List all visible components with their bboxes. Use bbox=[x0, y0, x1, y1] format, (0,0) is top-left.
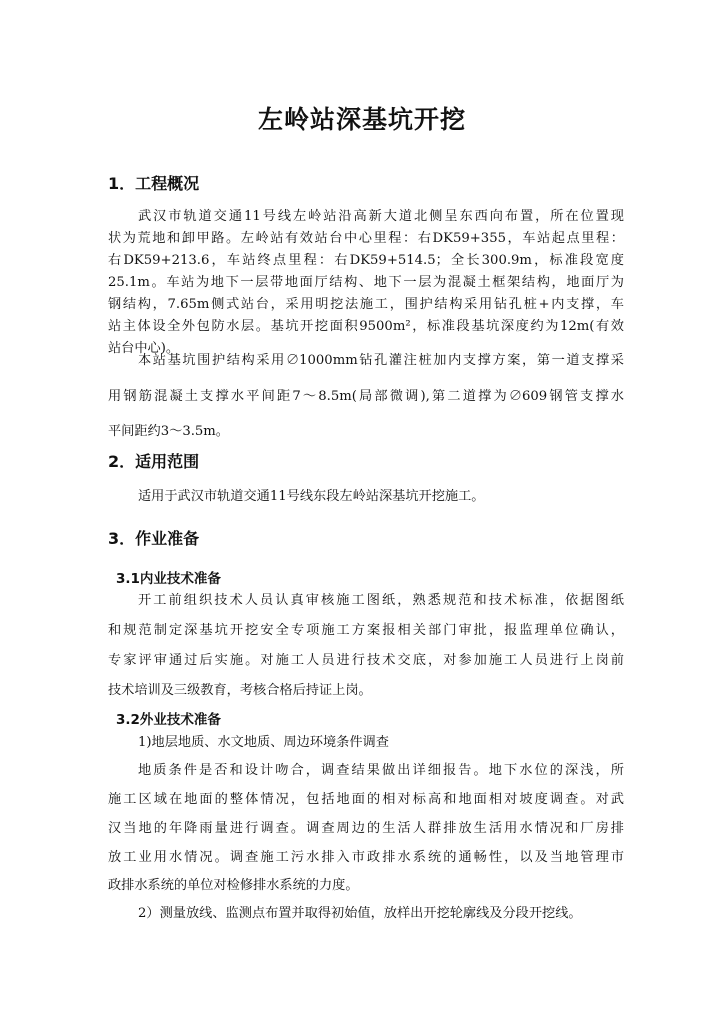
list-item: 2）测量放线、监测点布置并取得初始值，放样出开挖轮廓线及分段开挖线。 bbox=[138, 906, 582, 921]
paragraph-line: 右DK59+213.6，车站终点里程：右DK59+514.5；全长300.9m，标准段宽度 bbox=[108, 253, 624, 268]
paragraph-line: 技术培训及三级教育，考核合格后持证上岗。 bbox=[108, 683, 372, 698]
paragraph-line: 站主体设全外包防水层。基坑开挖面积9500m²，标准段基坑深度约为12m(有效 bbox=[108, 319, 624, 334]
list-item: 1)地层地质、水文地质、周边环境条件调查 bbox=[138, 735, 389, 750]
paragraph-line: 用钢筋混凝土支撑水平间距7～8.5m(局部微调),第二道撑为∅609钢管支撑水 bbox=[108, 389, 624, 404]
paragraph-line: 平间距约3～3.5m。 bbox=[108, 424, 229, 439]
paragraph-line: 地质条件是否和设计吻合，调查结果做出详细报告。地下水位的深浅，所 bbox=[138, 763, 624, 778]
paragraph-line: 本站基坑围护结构采用∅1000mm钻孔灌注桩加内支撑方案，第一道支撑采 bbox=[138, 353, 624, 368]
paragraph-line: 站台中心)。 bbox=[108, 341, 180, 356]
subsection-3-2-heading: 3.2外业技术准备 bbox=[116, 712, 221, 728]
paragraph-line: 和规范制定深基坑开挖安全专项施工方案报相关部门审批，报监理单位确认， bbox=[108, 623, 624, 638]
paragraph-line: 武汉市轨道交通11号线左岭站沿高新大道北侧呈东西向布置，所在位置现 bbox=[138, 209, 624, 224]
section-2-heading: 2．适用范围 bbox=[108, 452, 200, 471]
paragraph-line: 钢结构，7.65m侧式站台，采用明挖法施工，围护结构采用钻孔桩+内支撑，车 bbox=[108, 297, 624, 312]
paragraph-line: 适用于武汉市轨道交通11号线东段左岭站深基坑开挖施工。 bbox=[138, 489, 485, 504]
paragraph-line: 政排水系统的单位对检修排水系统的力度。 bbox=[108, 878, 359, 893]
subsection-3-1-heading: 3.1内业技术准备 bbox=[116, 571, 221, 587]
paragraph-line: 状为荒地和卸甲路。左岭站有效站台中心里程：右DK59+355，车站起点里程： bbox=[108, 231, 624, 246]
section-3-heading: 3．作业准备 bbox=[108, 529, 200, 548]
section-1-heading: 1．工程概况 bbox=[108, 174, 200, 193]
paragraph-line: 汉当地的年降雨量进行调查。调查周边的生活人群排放生活用水情况和厂房排 bbox=[108, 821, 624, 836]
paragraph-line: 放工业用水情况。调查施工污水排入市政排水系统的通畅性，以及当地管理市 bbox=[108, 850, 624, 865]
paragraph-line: 施工区域在地面的整体情况，包括地面的相对标高和地面相对坡度调查。对武 bbox=[108, 792, 624, 807]
paragraph-line: 专家评审通过后实施。对施工人员进行技术交底，对参加施工人员进行上岗前 bbox=[108, 653, 624, 668]
document-title: 左岭站深基坑开挖 bbox=[257, 105, 466, 134]
paragraph-line: 25.1m。车站为地下一层带地面厅结构、地下一层为混凝土框架结构，地面厅为 bbox=[108, 275, 624, 290]
paragraph-line: 开工前组织技术人员认真审核施工图纸，熟悉规范和技术标准，依据图纸 bbox=[138, 593, 624, 608]
